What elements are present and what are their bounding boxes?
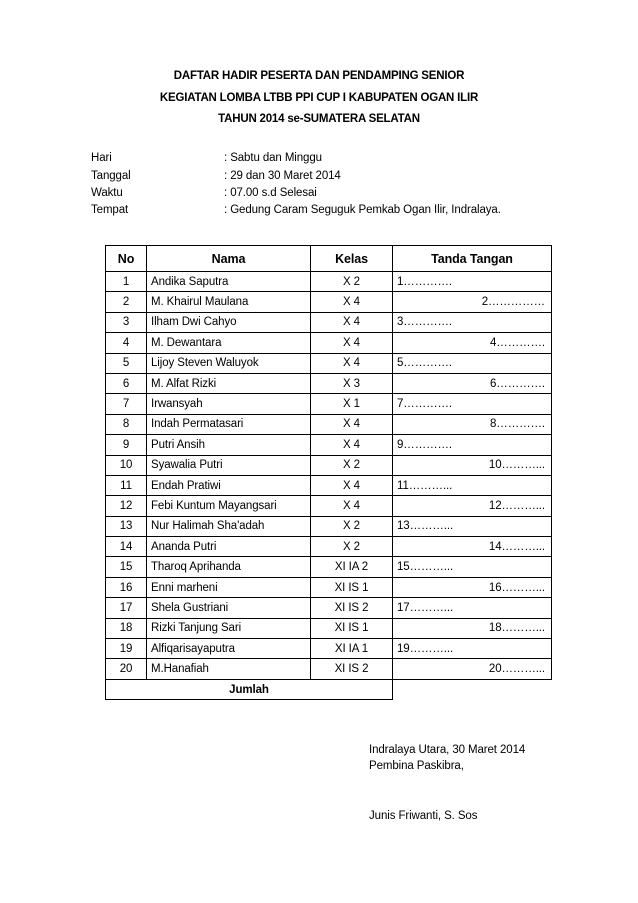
cell-kelas: X 2 (311, 272, 393, 292)
cell-nama: Rizki Tanjung Sari (147, 618, 311, 638)
cell-kelas: X 4 (311, 496, 393, 516)
table-header-row (106, 246, 552, 272)
cell-tanda-tangan: 11………... (393, 475, 552, 495)
cell-kelas: XI IS 2 (311, 598, 393, 618)
cell-kelas: X 1 (311, 394, 393, 414)
cell-no: 16 (106, 577, 147, 597)
cell-tanda-tangan: 14………... (393, 537, 552, 557)
cell-no: 3 (106, 312, 147, 332)
cell-nama: Andika Saputra (147, 272, 311, 292)
header-tanda-tangan: Tanda Tangan (393, 246, 552, 272)
table-row (106, 516, 552, 536)
table-row (106, 414, 552, 434)
table-row (106, 312, 552, 332)
cell-tanda-tangan: 6…………. (393, 373, 552, 393)
info-label: Tanggal (91, 170, 131, 182)
attendance-table (105, 245, 552, 700)
cell-nama: Indah Permatasari (147, 414, 311, 434)
cell-kelas: X 3 (311, 373, 393, 393)
cell-nama: M. Alfat Rizki (147, 373, 311, 393)
table-row (106, 475, 552, 495)
cell-tanda-tangan: 10………... (393, 455, 552, 475)
info-label: Hari (91, 152, 112, 164)
cell-no: 5 (106, 353, 147, 373)
cell-nama: Febi Kuntum Mayangsari (147, 496, 311, 516)
cell-kelas: X 4 (311, 312, 393, 332)
cell-nama: Endah Pratiwi (147, 475, 311, 495)
cell-tanda-tangan: 3…………. (393, 312, 552, 332)
cell-kelas: X 4 (311, 414, 393, 434)
cell-kelas: X 2 (311, 455, 393, 475)
cell-tanda-tangan: 15………... (393, 557, 552, 577)
info-label: Waktu (91, 187, 123, 199)
cell-tanda-tangan: 2…………… (393, 292, 552, 312)
cell-kelas: X 4 (311, 475, 393, 495)
cell-tanda-tangan: 20………... (393, 659, 552, 679)
cell-nama: Ananda Putri (147, 537, 311, 557)
cell-nama: Syawalia Putri (147, 455, 311, 475)
cell-tanda-tangan: 19………... (393, 639, 552, 659)
table-row (106, 333, 552, 353)
table-row (106, 537, 552, 557)
cell-kelas: XI IA 2 (311, 557, 393, 577)
table-row (106, 557, 552, 577)
cell-no: 15 (106, 557, 147, 577)
header-kelas: Kelas (311, 246, 393, 272)
cell-kelas: XI IS 1 (311, 577, 393, 597)
table-row (106, 577, 552, 597)
cell-kelas: X 4 (311, 353, 393, 373)
cell-no: 18 (106, 618, 147, 638)
signature-place-date: Indralaya Utara, 30 Maret 2014 (369, 744, 526, 756)
cell-kelas: XI IS 2 (311, 659, 393, 679)
cell-tanda-tangan: 16………... (393, 577, 552, 597)
cell-nama: Putri Ansih (147, 435, 311, 455)
table-row (106, 292, 552, 312)
header-nama: Nama (147, 246, 311, 272)
jumlah-label: Jumlah (106, 679, 393, 699)
table-row (106, 618, 552, 638)
info-value: : 07.00 s.d Selesai (224, 187, 317, 199)
info-value: : Gedung Caram Seguguk Pemkab Ogan Ilir, Indralaya. (224, 204, 501, 216)
cell-tanda-tangan: 18………... (393, 618, 552, 638)
cell-no: 1 (106, 272, 147, 292)
cell-nama: M.Hanafiah (147, 659, 311, 679)
cell-nama: Enni marheni (147, 577, 311, 597)
cell-nama: Tharoq Aprihanda (147, 557, 311, 577)
cell-no: 14 (106, 537, 147, 557)
table-row (106, 272, 552, 292)
cell-tanda-tangan: 1…………. (393, 272, 552, 292)
document-title-line-3: TAHUN 2014 se-SUMATERA SELATAN (218, 113, 420, 125)
cell-no: 4 (106, 333, 147, 353)
info-value: : Sabtu dan Minggu (224, 152, 322, 164)
cell-no: 2 (106, 292, 147, 312)
cell-no: 9 (106, 435, 147, 455)
table-row (106, 496, 552, 516)
cell-no: 20 (106, 659, 147, 679)
document-title-line-1: DAFTAR HADIR PESERTA DAN PENDAMPING SENIOR (173, 70, 465, 82)
cell-nama: Lijoy Steven Waluyok (147, 353, 311, 373)
jumlah-row (106, 679, 552, 699)
cell-nama: M. Dewantara (147, 333, 311, 353)
cell-tanda-tangan: 7…………. (393, 394, 552, 414)
cell-no: 13 (106, 516, 147, 536)
cell-kelas: XI IS 1 (311, 618, 393, 638)
table-row (106, 659, 552, 679)
cell-tanda-tangan: 13………... (393, 516, 552, 536)
cell-no: 6 (106, 373, 147, 393)
table-row (106, 455, 552, 475)
table-row (106, 394, 552, 414)
cell-nama: Ilham Dwi Cahyo (147, 312, 311, 332)
cell-kelas: X 4 (311, 292, 393, 312)
document-title-line-2: KEGIATAN LOMBA LTBB PPI CUP I KABUPATEN OGAN ILIR (159, 92, 479, 104)
cell-nama: Shela Gustriani (147, 598, 311, 618)
cell-nama: Nur Halimah Sha'adah (147, 516, 311, 536)
jumlah-empty (393, 679, 552, 699)
cell-tanda-tangan: 5…………. (393, 353, 552, 373)
cell-kelas: X 4 (311, 333, 393, 353)
table-row (106, 598, 552, 618)
cell-no: 12 (106, 496, 147, 516)
table-row (106, 639, 552, 659)
cell-no: 11 (106, 475, 147, 495)
signature-role: Pembina Paskibra, (369, 760, 464, 772)
table-row (106, 353, 552, 373)
cell-kelas: X 2 (311, 516, 393, 536)
cell-tanda-tangan: 17………... (393, 598, 552, 618)
info-label: Tempat (91, 204, 129, 216)
cell-no: 7 (106, 394, 147, 414)
cell-tanda-tangan: 12………... (393, 496, 552, 516)
cell-nama: Irwansyah (147, 394, 311, 414)
cell-tanda-tangan: 4…………. (393, 333, 552, 353)
cell-no: 10 (106, 455, 147, 475)
cell-kelas: XI IA 1 (311, 639, 393, 659)
header-no: No (106, 246, 147, 272)
cell-nama: M. Khairul Maulana (147, 292, 311, 312)
info-value: : 29 dan 30 Maret 2014 (224, 170, 341, 182)
cell-kelas: X 4 (311, 435, 393, 455)
cell-kelas: X 2 (311, 537, 393, 557)
signature-name: Junis Friwanti, S. Sos (369, 810, 478, 822)
cell-tanda-tangan: 8…………. (393, 414, 552, 434)
table-row (106, 373, 552, 393)
cell-no: 19 (106, 639, 147, 659)
cell-no: 17 (106, 598, 147, 618)
cell-tanda-tangan: 9…………. (393, 435, 552, 455)
table-row (106, 435, 552, 455)
cell-nama: Alfiqarisayaputra (147, 639, 311, 659)
cell-no: 8 (106, 414, 147, 434)
